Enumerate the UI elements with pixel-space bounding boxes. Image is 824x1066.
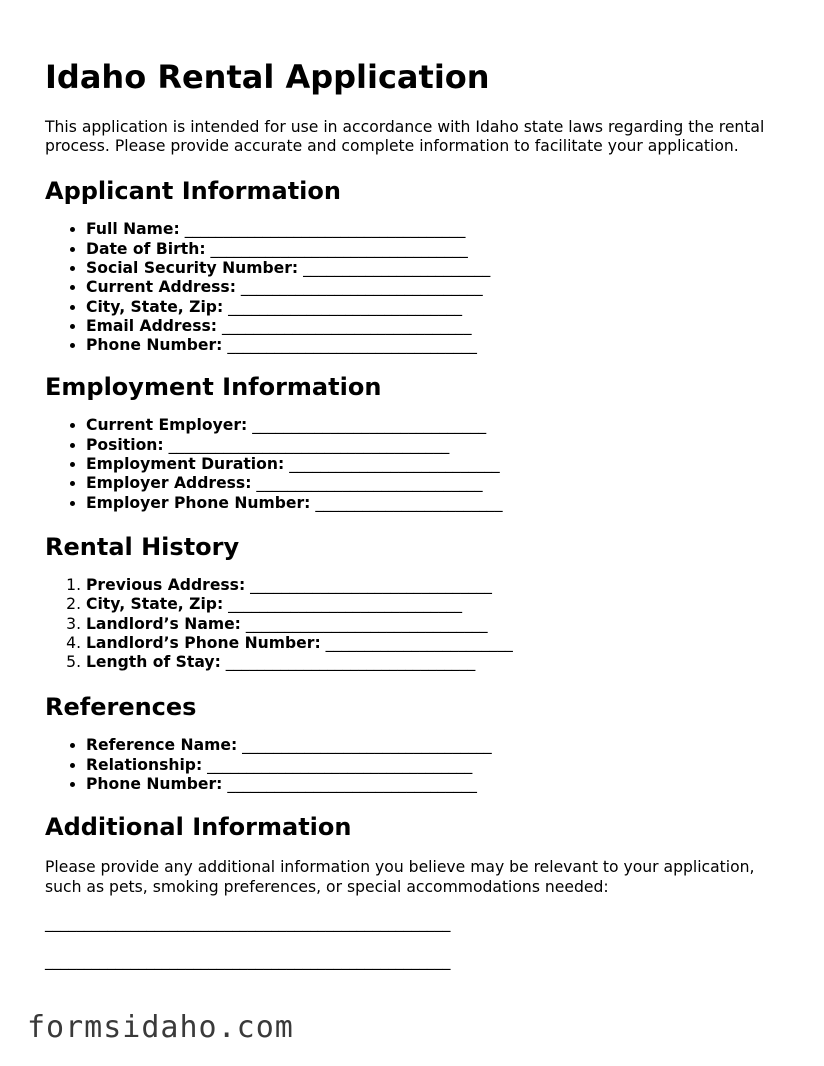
field-employer-phone: • Employer Phone Number: ________________________ — [86, 494, 785, 513]
applicant-heading: Applicant Information — [45, 177, 341, 206]
field-position: • Position: ____________________________________ — [86, 436, 785, 455]
rental-history-heading: Rental History — [45, 532, 240, 561]
field-blank[interactable]: ______________________________ — [228, 595, 463, 614]
field-blank[interactable]: ____________________________________ — [168, 435, 450, 454]
field-blank[interactable]: _______________________________ — [245, 614, 488, 633]
watermark-logo: formsidaho.com — [27, 1010, 294, 1045]
field-blank[interactable]: ________________________________ — [227, 336, 477, 355]
additional-instructions: Please provide any additional information you believe may be relevant to your application, such as pets, smoking preferences, or special accommodations needed: — [45, 858, 755, 896]
field-reference-phone: • Phone Number: ________________________________ — [86, 775, 785, 794]
employment-heading: Employment Information — [45, 373, 382, 402]
employment-fields — [45, 416, 785, 512]
field-relationship: • Relationship: __________________________________ — [86, 756, 785, 775]
page-title: Idaho Rental Application — [45, 58, 490, 96]
applicant-fields — [45, 220, 785, 355]
intro-paragraph: This application is intended for use in accordance with Idaho state laws regarding the rental process. Please provide accurate and complete information to facilitate your application. — [45, 118, 765, 156]
field-blank[interactable]: ________________________ — [303, 259, 491, 277]
field-landlord-phone: 4. Landlord’s Phone Number: ________________________ — [86, 634, 785, 653]
field-email-address: • Email Address: ________________________________ — [86, 317, 785, 336]
field-landlord-name: 3. Landlord’s Name: _______________________________ — [86, 615, 785, 634]
document-page — [45, 56, 785, 971]
field-blank[interactable]: ______________________________ — [252, 416, 487, 435]
field-blank[interactable]: _________________________________ — [210, 239, 468, 258]
field-current-address: • Current Address: _______________________________ — [86, 278, 785, 297]
field-blank[interactable]: ________________________ — [315, 493, 503, 512]
field-date-of-birth: • Date of Birth: _________________________________ — [86, 240, 785, 259]
field-current-employer: • Current Employer: ______________________________ — [86, 416, 785, 435]
field-blank[interactable]: ________________________________ — [225, 653, 476, 672]
field-phone-number: • Phone Number: ________________________________ — [86, 336, 785, 355]
field-length-of-stay: 5. Length of Stay: ________________________________ — [86, 653, 785, 672]
field-blank[interactable]: __________________________________ — [207, 755, 473, 774]
field-previous-address: 1. Previous Address: _______________________________ — [86, 576, 785, 595]
field-blank[interactable]: _______________________________ — [240, 278, 483, 297]
field-blank[interactable]: ________________________________ — [227, 775, 477, 794]
field-prev-city-state-zip: 2. City, State, Zip: ______________________________ — [86, 595, 785, 614]
additional-line-1[interactable]: ____________________________________________________ — [45, 913, 451, 932]
field-blank[interactable]: ___________________________ — [289, 455, 500, 474]
field-blank[interactable]: _____________________________ — [256, 474, 483, 493]
field-blank[interactable]: ________________________________ — [221, 316, 472, 335]
additional-heading: Additional Information — [45, 813, 352, 842]
field-full-name: • Full Name: ____________________________________ — [86, 220, 785, 239]
rental-history-fields — [45, 576, 785, 672]
field-employment-duration: • Employment Duration: ___________________________ — [86, 455, 785, 474]
field-employer-address: • Employer Address: _____________________________ — [86, 474, 785, 493]
references-fields — [45, 736, 785, 794]
field-blank[interactable]: _______________________________ — [250, 575, 492, 594]
field-city-state-zip: • City, State, Zip: ______________________________ — [86, 298, 785, 317]
field-ssn: • Social Security Number: ________________________ — [86, 259, 785, 278]
references-heading: References — [45, 693, 197, 722]
additional-line-2[interactable]: ____________________________________________________ — [45, 951, 451, 970]
field-blank[interactable]: ____________________________________ — [184, 220, 466, 239]
field-blank[interactable]: ________________________ — [325, 633, 513, 652]
field-reference-name: • Reference Name: ________________________________ — [86, 736, 785, 755]
field-blank[interactable]: ________________________________ — [242, 736, 492, 755]
field-blank[interactable]: ______________________________ — [228, 297, 463, 316]
